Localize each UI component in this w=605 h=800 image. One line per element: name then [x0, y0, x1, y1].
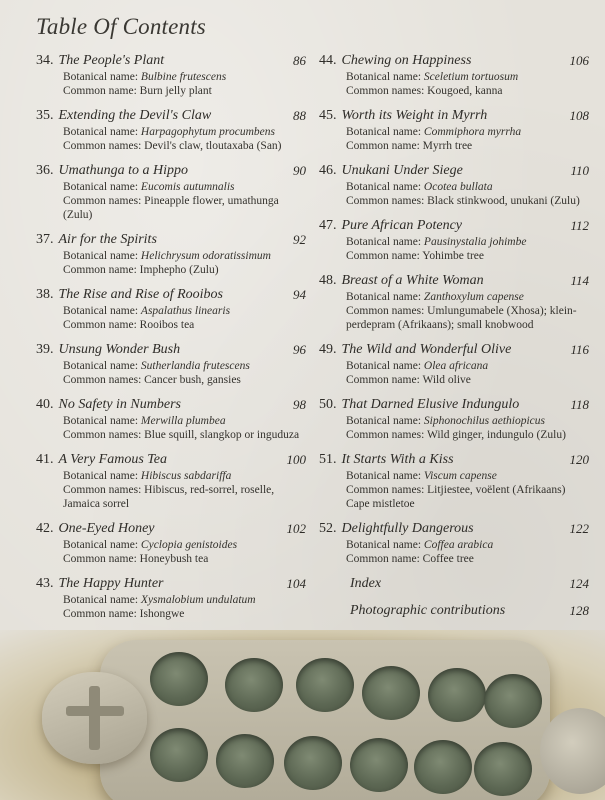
entry-number: 51.: [319, 452, 337, 467]
entry-page-number: 118: [570, 397, 589, 412]
entry-page-number: 88: [293, 108, 306, 123]
botanical-label: Botanical name:: [63, 126, 139, 138]
botanical-label: Botanical name:: [63, 470, 139, 482]
botanical-label: Botanical name:: [63, 181, 139, 193]
common-label: Common names:: [63, 374, 142, 386]
botanical-label: Botanical name:: [346, 181, 422, 193]
entry-number: 50.: [319, 397, 337, 412]
entry-title-line: [36, 396, 306, 414]
botanical-label: Botanical name:: [346, 236, 422, 248]
common-label: Common names:: [346, 484, 425, 496]
entry-title: The Rise and Rise of Rooibos: [58, 287, 223, 302]
entry-number: 48.: [319, 273, 337, 288]
entry-title: It Starts With a Kiss: [341, 452, 454, 467]
board-pit: [362, 666, 420, 720]
entry-number: 41.: [36, 452, 54, 467]
botanical-value: Zanthoxylum capense: [423, 291, 524, 303]
entry-title-line: [36, 162, 306, 180]
common-name-line: [319, 249, 589, 263]
botanical-value: Helichrysum odoratissimum: [140, 250, 271, 262]
common-label: Common names:: [63, 429, 142, 441]
botanical-label: Botanical name:: [346, 539, 422, 551]
entry-number: 42.: [36, 521, 54, 536]
entry-title-line: [36, 52, 306, 70]
toc-left-column: [36, 52, 306, 630]
common-label: Common name:: [346, 374, 420, 386]
botanical-name-line: [319, 414, 589, 428]
entry-title-line: [319, 52, 589, 70]
botanical-name-line: [319, 235, 589, 249]
board-pit: [225, 658, 283, 712]
entry-title: Unukani Under Siege: [341, 163, 463, 178]
common-label: Common names:: [346, 305, 425, 317]
botanical-label: Botanical name:: [346, 71, 422, 83]
botanical-value: Siphonochilus aethiopicus: [423, 415, 545, 427]
common-value: Ishongwe: [139, 608, 185, 620]
common-name-line: [319, 373, 589, 387]
common-value: Wild olive: [422, 374, 471, 386]
toc-entry-41[interactable]: [36, 451, 306, 511]
botanical-name-line: [319, 538, 589, 552]
entry-page-number: 94: [293, 287, 306, 302]
toc-entry-52[interactable]: [319, 520, 589, 566]
common-value: Umlungumabele (Xhosa); klein-perdepram (Afrikaans); small knobwood: [346, 305, 577, 331]
toc-entry-49[interactable]: [319, 341, 589, 387]
entry-number: 44.: [319, 53, 337, 68]
entry-title-line: [36, 231, 306, 249]
common-name-line: [36, 318, 306, 332]
entry-page-number: 98: [293, 397, 306, 412]
common-name-line: [36, 194, 306, 222]
entry-title: The Happy Hunter: [58, 576, 164, 591]
common-value: Devil's claw, tloutaxaba (San): [144, 140, 282, 152]
board-pit: [296, 658, 354, 712]
botanical-label: Botanical name:: [63, 360, 139, 372]
common-name-line: [36, 428, 306, 442]
botanical-value: Merwilla plumbea: [140, 415, 226, 427]
entry-number: 39.: [36, 342, 54, 357]
entry-title-line: [319, 162, 589, 180]
entry-title: Chewing on Happiness: [341, 53, 472, 68]
board-pit: [414, 740, 472, 794]
toc-entry-48[interactable]: [319, 272, 589, 332]
botanical-value: Harpagophytum procumbens: [140, 126, 275, 138]
entry-number: 34.: [36, 53, 54, 68]
board-pit: [284, 736, 342, 790]
common-value: Pineapple flower, umathunga (Zulu): [63, 195, 279, 221]
botanical-name-line: [36, 414, 306, 428]
botanical-label: Botanical name:: [63, 539, 139, 551]
common-value: Kougoed, kanna: [427, 85, 503, 97]
common-label: Common names:: [346, 429, 425, 441]
mancala-board-photo: [0, 600, 605, 800]
common-name-line: [319, 194, 589, 208]
botanical-label: Botanical name:: [346, 470, 422, 482]
botanical-value: Commiphora myrrha: [423, 126, 522, 138]
common-label: Common name:: [346, 553, 420, 565]
common-label: Common name:: [63, 608, 137, 620]
common-label: Common names:: [346, 195, 425, 207]
botanical-name-line: [36, 538, 306, 552]
botanical-value: Viscum capense: [423, 470, 497, 482]
entry-number: 38.: [36, 287, 54, 302]
botanical-label: Botanical name:: [63, 594, 139, 606]
entry-title: A Very Famous Tea: [58, 452, 167, 467]
common-label: Common names:: [346, 85, 425, 97]
common-label: Common name:: [346, 250, 420, 262]
entry-title: Delightfully Dangerous: [341, 521, 474, 536]
common-name-line: [319, 552, 589, 566]
entry-number: 47.: [319, 218, 337, 233]
common-value: Hibiscus, red-sorrel, roselle, Jamaica sorrel: [63, 484, 275, 510]
entry-title-line: [319, 396, 589, 414]
board-pit: [428, 668, 486, 722]
common-value: Blue squill, slangkop or inguduza: [144, 429, 300, 441]
botanical-name-line: [36, 304, 306, 318]
botanical-name-line: [319, 125, 589, 139]
entry-page-number: 96: [293, 342, 306, 357]
botanical-label: Botanical name:: [346, 360, 422, 372]
board-pit: [484, 674, 542, 728]
common-label: Common names:: [63, 195, 142, 207]
entry-page-number: 92: [293, 232, 306, 247]
common-name-line: [36, 373, 306, 387]
common-label: Common name:: [63, 553, 137, 565]
entry-title: Air for the Spirits: [58, 232, 157, 247]
entry-page-number: 124: [569, 576, 589, 591]
entry-title-line: [319, 272, 589, 290]
common-name-line: [36, 263, 306, 277]
entry-page-number: 114: [570, 273, 589, 288]
toc-entry-45[interactable]: [319, 107, 589, 153]
toc-entry-47[interactable]: [319, 217, 589, 263]
entry-title: Unsung Wonder Bush: [58, 342, 181, 357]
common-name-line: [319, 428, 589, 442]
botanical-label: Botanical name:: [63, 305, 139, 317]
toc-entry-51[interactable]: [319, 451, 589, 511]
botanical-name-line: [36, 469, 306, 483]
toc-entry-40[interactable]: [36, 396, 306, 442]
botanical-name-line: [36, 180, 306, 194]
entry-page-number: 100: [286, 452, 306, 467]
common-value: Rooibos tea: [139, 319, 195, 331]
botanical-label: Botanical name:: [63, 71, 139, 83]
entry-title-line: [36, 575, 306, 593]
common-name-line: [319, 304, 589, 332]
entry-title: No Safety in Numbers: [58, 397, 181, 412]
toc-entry-35[interactable]: [36, 107, 306, 153]
entry-page-number: 120: [569, 452, 589, 467]
botanical-value: Eucomis autumnalis: [140, 181, 235, 193]
toc-entry-index[interactable]: [319, 575, 589, 593]
page-title: Table Of Contents: [36, 14, 206, 39]
common-value: Honeybush tea: [139, 553, 209, 565]
board-pit: [474, 742, 532, 796]
common-value: Cancer bush, gansies: [144, 374, 241, 386]
common-value: Imphepho (Zulu): [139, 264, 219, 276]
common-value: Wild ginger, indungulo (Zulu): [426, 429, 566, 441]
entry-title: Worth its Weight in Myrrh: [341, 108, 488, 123]
botanical-value: Pausinystalia johimbe: [423, 236, 527, 248]
botanical-value: Aspalathus linearis: [140, 305, 231, 317]
common-value: Litjiestee, voëlent (Afrikaans) Cape mistletoe: [346, 484, 566, 510]
botanical-value: Sutherlandia frutescens: [140, 360, 250, 372]
entry-title: Umathunga to a Hippo: [58, 163, 188, 178]
common-value: Burn jelly plant: [139, 85, 212, 97]
toc-entry-42[interactable]: [36, 520, 306, 566]
entry-title-line: [36, 107, 306, 125]
common-value: Black stinkwood, unukani (Zulu): [427, 195, 580, 207]
board-pit: [150, 652, 208, 706]
botanical-name-line: [319, 70, 589, 84]
toc-entry-39[interactable]: [36, 341, 306, 387]
entry-number: 36.: [36, 163, 54, 178]
common-name-line: [319, 84, 589, 98]
carved-cross-end: [42, 672, 147, 764]
board-pit: [150, 728, 208, 782]
entry-title: Pure African Potency: [341, 218, 463, 233]
botanical-label: Botanical name:: [346, 126, 422, 138]
botanical-name-line: [36, 125, 306, 139]
entry-title-line: [36, 451, 306, 469]
botanical-label: Botanical name:: [63, 415, 139, 427]
entry-page-number: 102: [286, 521, 306, 536]
entry-number: 40.: [36, 397, 54, 412]
entry-page-number: 90: [293, 163, 306, 178]
botanical-name-line: [36, 359, 306, 373]
entry-title-line: [319, 107, 589, 125]
common-name-line: [319, 483, 589, 511]
entry-title: The Wild and Wonderful Olive: [341, 342, 512, 357]
entry-title-line: [36, 520, 306, 538]
common-label: Common name:: [63, 319, 137, 331]
botanical-label: Botanical name:: [346, 415, 422, 427]
common-name-line: [36, 552, 306, 566]
entry-number: 52.: [319, 521, 337, 536]
botanical-name-line: [319, 180, 589, 194]
common-value: Coffee tree: [422, 553, 474, 565]
entry-title: Photographic contributions: [350, 603, 506, 618]
entry-page-number: 112: [570, 218, 589, 233]
entry-title-line: [319, 217, 589, 235]
common-label: Common name:: [63, 264, 137, 276]
botanical-value: Bulbine frutescens: [140, 71, 227, 83]
common-name-line: [36, 139, 306, 153]
botanical-value: Xysmalobium undulatum: [140, 594, 256, 606]
common-label: Common name:: [63, 85, 137, 97]
entry-page-number: 122: [569, 521, 589, 536]
entry-number: 45.: [319, 108, 337, 123]
entry-title: One-Eyed Honey: [58, 521, 155, 536]
entry-title: That Darned Elusive Indungulo: [341, 397, 520, 412]
board-pit: [216, 734, 274, 788]
common-name-line: [36, 483, 306, 511]
entry-page-number: 128: [569, 603, 589, 618]
entry-page-number: 86: [293, 53, 306, 68]
botanical-name-line: [319, 359, 589, 373]
common-name-line: [319, 139, 589, 153]
entry-number: 49.: [319, 342, 337, 357]
common-label: Common names:: [63, 140, 142, 152]
entry-title: Breast of a White Woman: [341, 273, 484, 288]
toc-entry-50[interactable]: [319, 396, 589, 442]
entry-page-number: 104: [286, 576, 306, 591]
entry-page-number: 108: [569, 108, 589, 123]
toc-entry-46[interactable]: [319, 162, 589, 208]
botanical-name-line: [319, 290, 589, 304]
cross-icon-bar: [66, 706, 124, 716]
entry-page-number: 106: [569, 53, 589, 68]
entry-page-number: 110: [570, 163, 589, 178]
entry-title-line: [319, 341, 589, 359]
botanical-value: Hibiscus sabdariffa: [140, 470, 232, 482]
entry-title: Index: [350, 576, 382, 591]
botanical-name-line: [319, 469, 589, 483]
common-label: Common name:: [346, 140, 420, 152]
entry-title: The People's Plant: [58, 53, 165, 68]
botanical-label: Botanical name:: [346, 291, 422, 303]
toc-entry-38[interactable]: [36, 286, 306, 332]
toc-entry-34[interactable]: [36, 52, 306, 98]
common-value: Yohimbe tree: [422, 250, 485, 262]
cross-icon: [89, 686, 100, 750]
entry-number: 37.: [36, 232, 54, 247]
botanical-value: Sceletium tortuosum: [423, 71, 519, 83]
toc-entry-36[interactable]: [36, 162, 306, 222]
botanical-value: Coffea arabica: [423, 539, 494, 551]
botanical-value: Ocotea bullata: [423, 181, 493, 193]
common-label: Common names:: [63, 484, 142, 496]
entry-title-line: [319, 451, 589, 469]
entry-title: Extending the Devil's Claw: [58, 108, 212, 123]
toc-entry-37[interactable]: [36, 231, 306, 277]
botanical-name-line: [36, 249, 306, 263]
entry-number: 35.: [36, 108, 54, 123]
botanical-value: Cyclopia genistoides: [140, 539, 238, 551]
entry-number: 46.: [319, 163, 337, 178]
common-name-line: [36, 84, 306, 98]
common-value: Myrrh tree: [422, 140, 473, 152]
toc-entry-44[interactable]: [319, 52, 589, 98]
entry-title-line: [319, 520, 589, 538]
botanical-label: Botanical name:: [63, 250, 139, 262]
entry-title-line: [36, 286, 306, 304]
toc-right-column: [319, 52, 589, 629]
board-pit: [350, 738, 408, 792]
entry-title-line: [36, 341, 306, 359]
botanical-value: Olea africana: [423, 360, 489, 372]
botanical-name-line: [36, 70, 306, 84]
entry-number: 43.: [36, 576, 54, 591]
entry-page-number: 116: [570, 342, 589, 357]
